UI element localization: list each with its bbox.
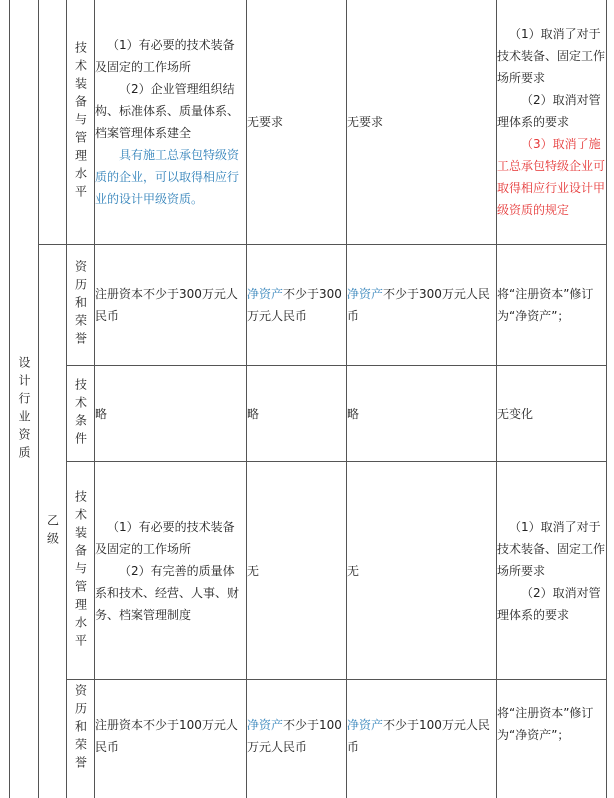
table-row	[10, 680, 607, 798]
requirement-text: 不少于100万元人民币	[247, 718, 342, 754]
section-cell	[10, 0, 39, 798]
category-label: 资历和荣誉	[73, 684, 88, 774]
change-line: （1）取消了对于技术装备、固定工作场所要求	[497, 27, 606, 85]
requirement-text: 不少于300万元人民币	[247, 287, 342, 323]
net-assets-highlight: 净资产	[247, 287, 284, 301]
change-line: （2）取消对管理体系的要求	[497, 585, 601, 622]
table-row	[10, 462, 607, 680]
net-assets-highlight: 净资产	[347, 718, 384, 732]
new-requirement-cell: 无	[347, 462, 497, 680]
draft-requirement-cell	[247, 245, 347, 366]
requirement-line: （1）有必要的技术装备及固定的工作场所	[95, 519, 235, 556]
new-requirement-cell	[347, 245, 497, 366]
change-line: （2）取消对管理体系的要求	[497, 93, 601, 129]
net-assets-highlight: 净资产	[347, 287, 384, 301]
change-line: （1）取消了对于技术装备、固定工作场所要求	[497, 519, 606, 578]
requirement-line: （1）有必要的技术装备及固定的工作场所	[95, 38, 235, 74]
change-cell: 将“注册资本”修订为“净资产”；	[497, 680, 607, 798]
table-row	[10, 0, 607, 245]
qualification-table	[9, 0, 607, 798]
table-row	[10, 245, 607, 366]
requirement-text: 不少于100万元人民币	[347, 718, 490, 754]
requirement-line-highlight: 具有施工总承包特级资质的企业，可以取得相应行业的设计甲级资质。	[95, 148, 240, 206]
category-label: 资历和荣誉	[73, 260, 88, 350]
category-cell	[67, 366, 95, 462]
category-cell	[67, 245, 95, 366]
section-label: 设计行业资质	[17, 355, 31, 464]
change-cell: 无变化	[497, 366, 607, 462]
change-cell: 将“注册资本”修订为“净资产”；	[497, 245, 607, 366]
grade-cell	[39, 245, 67, 798]
draft-requirement-cell: 略	[247, 366, 347, 462]
grade-label: 乙级	[45, 514, 60, 550]
requirement-text: 不少于300万元人民币	[347, 287, 490, 323]
category-label: 技术装备与管理水平	[73, 41, 88, 203]
new-requirement-cell	[347, 680, 497, 798]
category-cell	[67, 462, 95, 680]
category-label: 技术装备与管理水平	[73, 489, 88, 652]
requirement-line: （2）企业管理组织结构、标准体系、质量体系、档案管理体系建全	[95, 82, 240, 140]
net-assets-highlight: 净资产	[247, 718, 284, 732]
new-requirement-cell: 略	[347, 366, 497, 462]
new-requirement-cell: 无要求	[347, 0, 497, 245]
table-row	[10, 366, 607, 462]
old-requirement-cell: 注册资本不少于300万元人民币	[95, 245, 247, 366]
draft-requirement-cell: 无	[247, 462, 347, 680]
old-requirement-cell	[95, 462, 247, 680]
change-cell	[497, 0, 607, 245]
requirement-line: （2）有完善的质量体系和技术、经营、人事、财务、档案管理制度	[95, 563, 240, 622]
old-requirement-cell	[95, 0, 247, 245]
category-cell	[67, 680, 95, 798]
draft-requirement-cell: 无要求	[247, 0, 347, 245]
change-line-highlight: （3）取消了施工总承包特级企业可取得相应行业设计甲级资质的规定	[497, 137, 606, 217]
grade-cell-upper	[39, 0, 67, 245]
old-requirement-cell: 注册资本不少于100万元人民币	[95, 680, 247, 798]
category-label: 技术条件	[73, 377, 88, 450]
category-cell	[67, 0, 95, 245]
old-requirement-cell: 略	[95, 366, 247, 462]
change-cell	[497, 462, 607, 680]
draft-requirement-cell	[247, 680, 347, 798]
